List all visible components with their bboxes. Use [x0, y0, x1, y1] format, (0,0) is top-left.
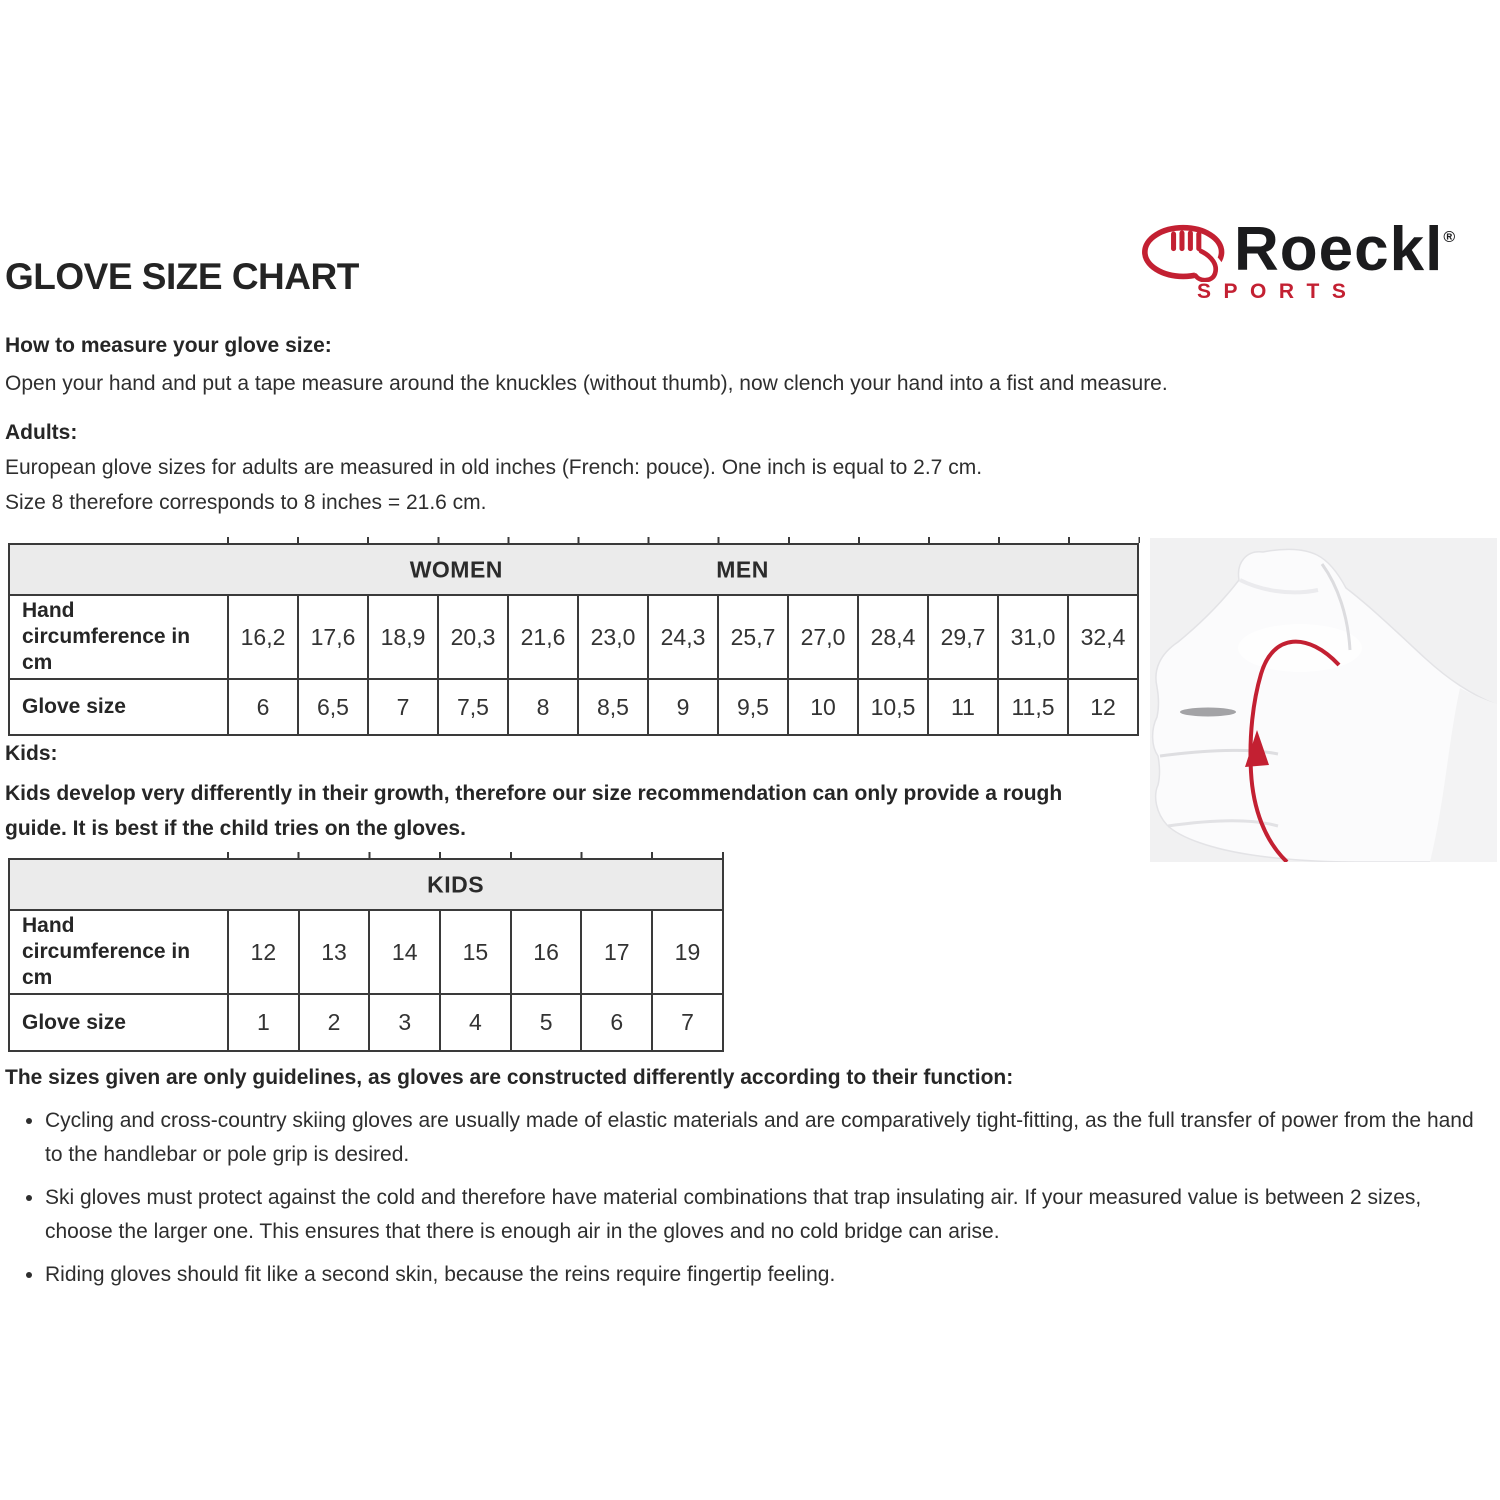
table-cell: 7: [368, 679, 438, 735]
table-cell: 28,4: [858, 595, 928, 679]
table-cell: 16,2: [228, 595, 298, 679]
adults-line2: Size 8 therefore corresponds to 8 inches = 21.6 cm.: [5, 491, 487, 514]
adults-circumference-row: [9, 595, 1138, 679]
guideline-bullet: • Ski gloves must protect against the cold and therefore have material combinations that trap insulating air. If your measured value is between 2 sizes, choose the larger one. This ensures that there is enough air in the gloves and no cold bridge can arise.: [45, 1181, 1493, 1249]
women-group-label: WOMEN: [409, 556, 503, 582]
table-cell: 17: [581, 910, 652, 994]
fist-measuring-photo: [1150, 538, 1497, 862]
table-cell: 3: [369, 994, 440, 1051]
table-cell: 16: [511, 910, 582, 994]
group-header-cell: [9, 859, 723, 910]
table-cell: 10,5: [858, 679, 928, 735]
adults-glove-size-row: [9, 679, 1138, 735]
kids-body: Kids develop very differently in their growth, therefore our size recommendation can only provide a rough guide. It is best if the child tries on the gloves.: [5, 782, 1063, 840]
table-cell: 9,5: [718, 679, 788, 735]
registered-mark: ®: [1443, 229, 1456, 246]
glove-size-label: Glove size: [9, 994, 228, 1051]
adults-heading: Adults:: [5, 421, 78, 444]
table-cell: 12: [1068, 679, 1138, 735]
table-cell: 21,6: [508, 595, 578, 679]
table-cell: 8,5: [578, 679, 648, 735]
table-cell: 24,3: [648, 595, 718, 679]
table-cell: 23,0: [578, 595, 648, 679]
table-cell: 14: [369, 910, 440, 994]
table-cell: 9: [648, 679, 718, 735]
table-cell: 29,7: [928, 595, 998, 679]
roeckl-hand-oval-icon: [1140, 224, 1232, 282]
kids-circumference-row: [9, 910, 723, 994]
table-cell: 31,0: [998, 595, 1068, 679]
table-cell: 6: [581, 994, 652, 1051]
table-cell: 8: [508, 679, 578, 735]
guideline-bullet: • Riding gloves should fit like a second skin, because the reins require fingertip feeling.: [45, 1258, 1493, 1292]
group-header-cell: [9, 544, 1138, 595]
table-cell: 6: [228, 679, 298, 735]
guideline-bullet: • Cycling and cross-country skiing gloves are usually made of elastic materials and are comparatively tight-fitting, as the full transfer of power from the hand to the handlebar or pole grip is desired.: [45, 1104, 1493, 1172]
kids-table-group-row: [9, 859, 723, 910]
table-cell: 5: [511, 994, 582, 1051]
table-cell: 2: [299, 994, 370, 1051]
circumference-label: Hand circumference in cm: [9, 910, 228, 994]
guidelines-list: [5, 1104, 1493, 1301]
brand-logo: [1140, 215, 1500, 310]
table-cell: 11,5: [998, 679, 1068, 735]
kids-glove-size-row: [9, 994, 723, 1051]
table-cell: 15: [440, 910, 511, 994]
table-cell: 25,7: [718, 595, 788, 679]
table-cell: 6,5: [298, 679, 368, 735]
table-cell: 11: [928, 679, 998, 735]
kids-group-label: KIDS: [427, 871, 485, 897]
intro-heading: How to measure your glove size:: [5, 334, 332, 357]
kids-heading: Kids:: [5, 742, 58, 765]
adults-table-group-row: [9, 544, 1138, 595]
table-cell: 1: [228, 994, 299, 1051]
table-cell: 18,9: [368, 595, 438, 679]
brand-name: Roeckl®: [1234, 215, 1456, 284]
guidelines-heading: The sizes given are only guidelines, as gloves are constructed differently according to their function:: [5, 1066, 1014, 1089]
table-cell: 17,6: [298, 595, 368, 679]
table-cell: 10: [788, 679, 858, 735]
men-group-label: MEN: [716, 556, 769, 582]
table-cell: 19: [652, 910, 723, 994]
table-cell: 20,3: [438, 595, 508, 679]
kids-size-table: [8, 858, 724, 1052]
brand-subtitle: SPORTS: [1197, 280, 1359, 303]
table-cell: 4: [440, 994, 511, 1051]
table-cell: 13: [299, 910, 370, 994]
glove-size-label: Glove size: [9, 679, 228, 735]
adults-size-table: [8, 543, 1139, 736]
table-cell: 32,4: [1068, 595, 1138, 679]
circumference-label: Hand circumference in cm: [9, 595, 228, 679]
table-cell: 7: [652, 994, 723, 1051]
page-title: GLOVE SIZE CHART: [5, 256, 359, 297]
table-cell: 27,0: [788, 595, 858, 679]
adults-line1: European glove sizes for adults are measured in old inches (French: pouce). One inch is equal to 2.7 cm.: [5, 456, 983, 479]
intro-body: Open your hand and put a tape measure around the knuckles (without thumb), now clench your hand into a fist and measure.: [5, 372, 1168, 395]
table-cell: 7,5: [438, 679, 508, 735]
table-cell: 12: [228, 910, 299, 994]
